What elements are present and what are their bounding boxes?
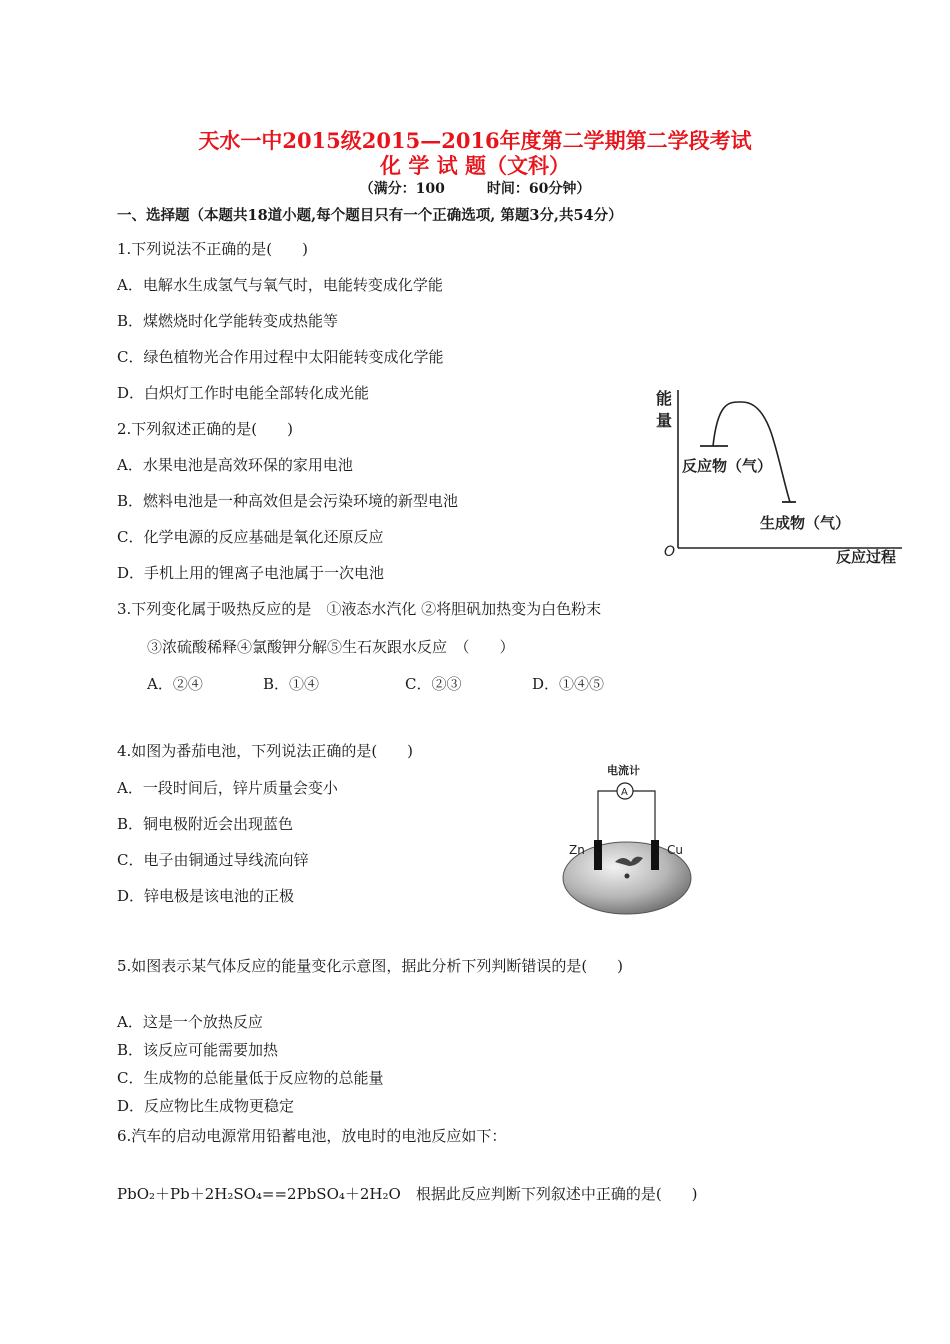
q6-stem: 6.汽车的启动电源常用铅蓄电池，放电时的电池反应如下：	[117, 1127, 507, 1145]
q4-option-b: B．铜电极附近会出现蓝色	[117, 815, 294, 833]
q2-stem: 2.下列叙述正确的是( )	[117, 420, 294, 438]
y-axis-label-2: 量	[656, 411, 673, 430]
product-label: 生成物（气）	[760, 514, 851, 532]
q3-stem-continued: ③浓硫酸稀释④氯酸钾分解⑤生石灰跟水反应 （ ）	[147, 638, 515, 656]
copper-electrode	[651, 840, 659, 870]
energy-curve	[713, 402, 790, 502]
q2-option-d: D．手机上用的锂离子电池属于一次电池	[117, 564, 385, 582]
q4-option-c: C．电子由铜通过导线流向锌	[117, 851, 309, 869]
q2-option-a: A．水果电池是高效环保的家用电池	[117, 456, 353, 474]
reactant-label: 反应物（气）	[682, 457, 773, 475]
q5-option-c: C．生成物的总能量低于反应物的总能量	[117, 1069, 384, 1087]
q2-option-b: B．燃料电池是一种高效但是会污染环境的新型电池	[117, 492, 459, 510]
q3-option-c: C．②③	[405, 675, 462, 693]
ammeter-symbol: A	[621, 787, 628, 798]
exam-meta: （满分：100 时间：60分钟）	[359, 181, 591, 197]
q1-stem: 1.下列说法不正确的是( )	[117, 240, 309, 258]
q5-option-b: B．该反应可能需要加热	[117, 1041, 279, 1059]
wire-left	[598, 791, 617, 842]
ammeter-label: 电流计	[607, 764, 640, 777]
zinc-label: Zn	[569, 843, 585, 857]
q6-equation: PbO₂＋Pb＋2H₂SO₄==2PbSO₄＋2H₂O 根据此反应判断下列叙述中正确的是( )	[117, 1185, 698, 1203]
q3-option-a: A．②④	[147, 675, 203, 693]
q5-option-a: A．这是一个放热反应	[117, 1013, 263, 1031]
q3-stem: 3.下列变化属于吸热反应的是 ①液态水汽化 ②将胆矾加热变为白色粉末	[117, 600, 602, 618]
x-axis-label: 反应过程	[836, 548, 897, 566]
q2-option-c: C．化学电源的反应基础是氧化还原反应	[117, 528, 384, 546]
exam-subject-title: 化 学 试 题（文科）	[380, 153, 570, 178]
q4-option-a: A．一段时间后，锌片质量会变小	[117, 779, 338, 797]
exam-title: 天水一中2015级2015—2016年度第二学期第二学段考试	[198, 128, 752, 153]
energy-diagram	[640, 380, 920, 580]
q4-stem: 4.如图为番茄电池，下列说法正确的是( )	[117, 742, 414, 760]
zinc-electrode	[594, 840, 602, 870]
q5-stem: 5.如图表示某气体反应的能量变化示意图，据此分析下列判断错误的是( )	[117, 957, 624, 975]
q4-option-d: D．锌电极是该电池的正极	[117, 887, 295, 905]
tomato-stem-base	[625, 874, 630, 879]
section-heading: 一、选择题（本题共18道小题,每个题目只有一个正确选项, 第题3分,共54分）	[117, 207, 623, 224]
q3-option-d: D．①④⑤	[532, 675, 605, 693]
q1-option-c: C．绿色植物光合作用过程中太阳能转变成化学能	[117, 348, 444, 366]
q1-option-b: B．煤燃烧时化学能转变成热能等	[117, 312, 339, 330]
q1-option-a: A．电解水生成氢气与氧气时，电能转变成化学能	[117, 276, 443, 294]
wire-right	[633, 791, 655, 842]
copper-label: Cu	[667, 843, 683, 857]
origin-label: O	[664, 544, 676, 560]
y-axis-label-1: 能	[656, 389, 673, 408]
q1-option-d: D．白炽灯工作时电能全部转化成光能	[117, 384, 370, 402]
tomato-battery-figure	[555, 758, 705, 916]
q5-option-d: D．反应物比生成物更稳定	[117, 1097, 295, 1115]
q3-option-b: B．①④	[263, 675, 320, 693]
